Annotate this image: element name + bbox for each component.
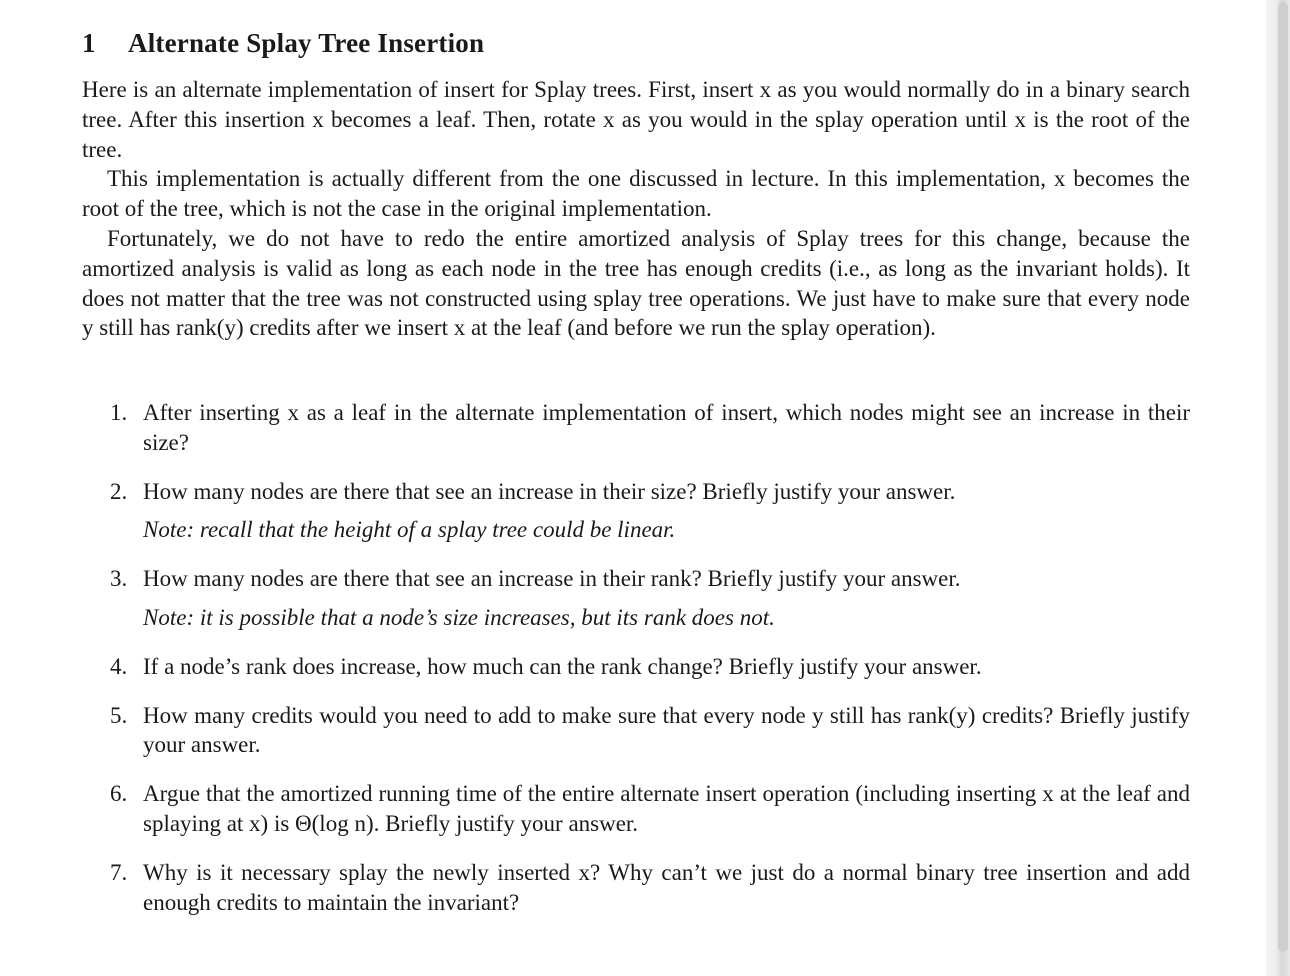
section-title: Alternate Splay Tree Insertion [128,28,485,58]
question-text: How many credits would you need to add to make sure that every node y still has rank(y) credits? Briefly justify your answer. [143,702,1190,758]
question-list [110,398,1190,936]
question-item-1 [110,398,1190,458]
question-text: Why is it necessary splay the newly inserted x? Why can’t we just do a normal binary tree insertion and add enough credits to maintain the invariant? [143,859,1190,915]
question-note: Note: it is possible that a node’s size increases, but its rank does not. [143,604,775,630]
section-number: 1 [82,28,96,58]
question-note: Note: recall that the height of a splay tree could be linear. [143,517,676,543]
question-number: 3. [110,566,128,592]
question-item-3 [110,564,1190,633]
intro-paragraph-2: This implementation is actually different from the one discussed in lecture. In this implementation, x becomes the root of the tree, which is not the case in the original implementation. [82,166,1190,222]
question-item-4 [110,652,1190,682]
question-text: If a node’s rank does increase, how much can the rank change? Briefly justify your answer. [143,653,982,679]
vertical-scrollbar[interactable] [1266,0,1290,976]
question-item-7 [110,858,1190,918]
question-item-6 [110,779,1190,839]
question-number: 7. [110,859,128,885]
question-number: 1. [110,400,128,425]
question-text: Argue that the amortized running time of the entire alternate insert operation (including inserting x at the leaf and splaying at x) is Θ(log n). Briefly justify your answer. [143,781,1190,836]
intro-paragraph-1: Here is an alternate implementation of insert for Splay trees. First, insert x as you would normally do in a binary search tree. After this insertion x becomes a leaf. Then, rotate x as you would in the splay operation until x is the root of the tree. [82,77,1190,162]
intro-paragraph-3: Fortunately, we do not have to redo the entire amortized analysis of Splay trees for this change, because the amortized analysis is valid as long as each node in the tree has enough credits (i.e., as long as the invariant holds). It does not matter that the tree was not constructed using splay tree operations. We just have to make sure that every node y still has rank(y) credits after we insert x at the leaf (and before we run the splay operation). [82,225,1190,341]
question-item-5 [110,701,1190,761]
scrollbar-thumb[interactable] [1278,2,1288,952]
question-text: How many nodes are there that see an increase in their rank? Briefly justify your answer. [143,566,961,592]
question-number: 4. [110,653,128,679]
question-text: How many nodes are there that see an increase in their size? Briefly justify your answer. [143,478,956,504]
intro-text [82,75,1190,343]
question-number: 2. [110,478,128,504]
question-number: 6. [110,781,128,807]
section-heading [82,28,484,59]
question-text: After inserting x as a leaf in the alternate implementation of insert, which nodes might see an increase in their size? [143,400,1190,455]
question-item-2 [110,477,1190,546]
question-number: 5. [110,702,128,728]
